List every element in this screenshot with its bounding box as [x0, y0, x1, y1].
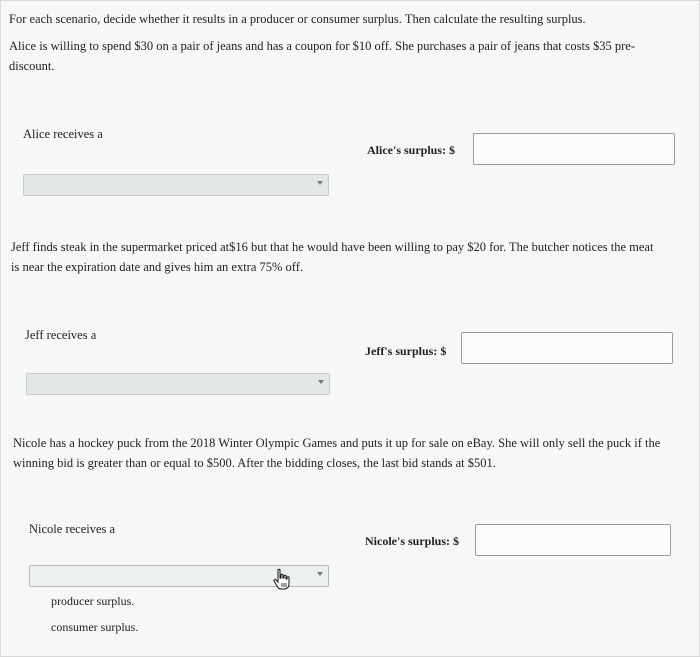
alice-surplus-input[interactable] — [473, 133, 675, 165]
jeff-scenario-line2: is near the expiration date and gives him an extra 75% off. — [11, 260, 304, 274]
option-consumer-surplus[interactable]: consumer surplus. — [51, 620, 139, 634]
nicole-surplus-label: Nicole's surplus: $ — [365, 534, 460, 548]
nicole-scenario-line1: Nicole has a hockey puck from the 2018 Winter Olympic Games and puts it up for sale on eBay. She will only sell the puck if the — [13, 436, 661, 450]
jeff-receives-label: Jeff receives a — [25, 328, 97, 342]
alice-scenario-line2: discount. — [9, 59, 55, 73]
option-producer-surplus[interactable]: producer surplus. — [51, 594, 135, 608]
jeff-scenario-line1: Jeff finds steak in the supermarket priced at$16 but that he would have been willing to pay $20 for. The butcher notices the meat — [11, 240, 654, 254]
alice-receives-label: Alice receives a — [23, 127, 103, 141]
chevron-down-icon — [318, 380, 324, 384]
jeff-surplus-input[interactable] — [461, 332, 673, 364]
instructions-text: For each scenario, decide whether it results in a producer or consumer surplus. Then calculate the resulting surplus. — [9, 12, 586, 26]
hand-pointer-icon — [272, 568, 292, 592]
nicole-surplus-input[interactable] — [475, 524, 671, 556]
nicole-surplus-type-dropdown — [29, 588, 327, 648]
jeff-surplus-label: Jeff's surplus: $ — [365, 344, 447, 358]
nicole-scenario-line2: winning bid is greater than or equal to $500. After the bidding closes, the last bid stands at $501. — [13, 456, 496, 470]
chevron-down-icon — [317, 572, 323, 576]
jeff-surplus-type-select[interactable] — [26, 373, 330, 395]
chevron-down-icon — [317, 181, 323, 185]
nicole-receives-label: Nicole receives a — [29, 522, 116, 536]
alice-scenario-line1: Alice is willing to spend $30 on a pair of jeans and has a coupon for $10 off. She purchases a pair of jeans that costs $35 pre- — [9, 39, 636, 53]
alice-surplus-label: Alice's surplus: $ — [367, 143, 456, 157]
alice-surplus-type-select[interactable] — [23, 174, 329, 196]
